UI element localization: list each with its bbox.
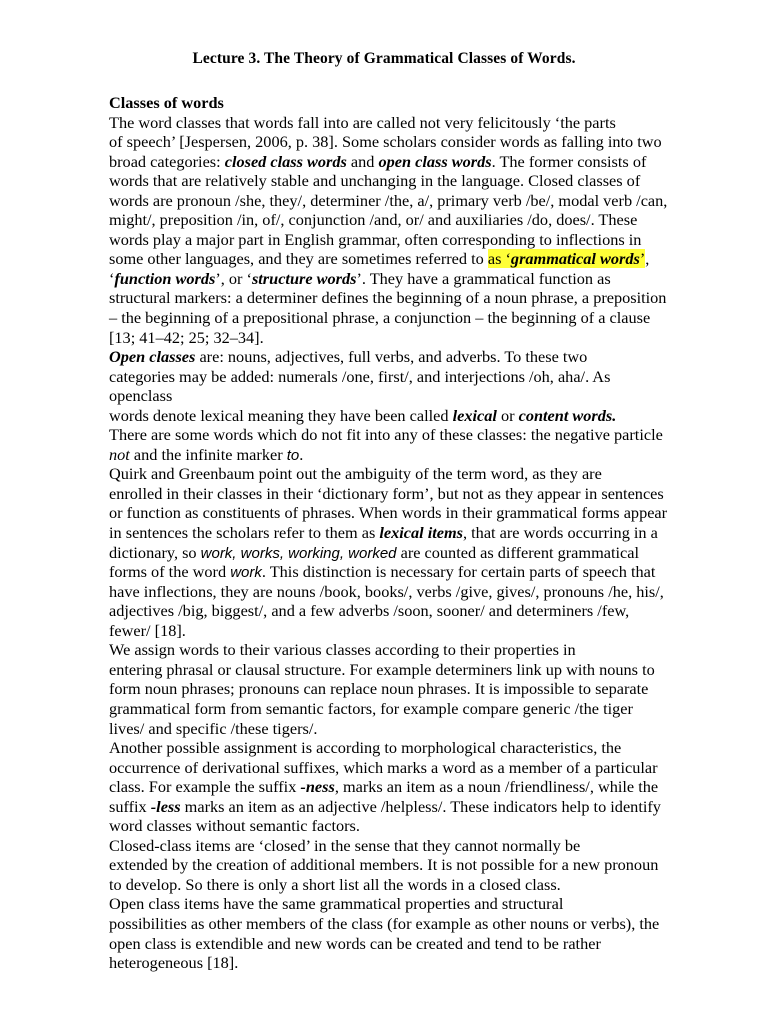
text-run: open class is extendible and new words can be created and tend to be rather: [109, 933, 601, 953]
text-line: [109, 797, 739, 817]
text-run: or: [496, 405, 519, 425]
text-line: [109, 621, 739, 641]
text-line: [109, 738, 739, 758]
emphasized-text: -ness: [300, 777, 335, 797]
text-run: possibilities as other members of the class (for example as other nouns or verbs), the: [109, 913, 660, 933]
text-line: [109, 914, 739, 934]
emphasized-text: lexical items: [379, 523, 464, 543]
text-run: suffix: [109, 796, 151, 816]
text-run: ’. They have a grammatical function as: [356, 268, 611, 288]
text-line: [109, 758, 739, 778]
text-run: , marks an item as a noun /friendliness/, while the: [334, 777, 659, 797]
text-line: [109, 367, 739, 387]
text-run: – the beginning of a prepositional phrase, a conjunction – the beginning of a clause: [109, 308, 651, 328]
text-run: form noun phrases; pronouns can replace noun phrases. It is impossible to separate: [109, 679, 649, 699]
text-line: [109, 288, 739, 308]
text-run: marks an item as an adjective /helpless/. These indicators help to identify: [180, 796, 661, 816]
text-run: are: nouns, adjectives, full verbs, and adverbs. To these two: [195, 347, 588, 367]
paragraph-lines: [109, 113, 739, 973]
emphasized-text: structure words: [251, 268, 357, 288]
text-run: enrolled in their classes in their ‘dictionary form’, but not as they appear in sentences: [109, 483, 664, 503]
emphasized-text: content words.: [518, 405, 617, 425]
text-run: heterogeneous [18].: [109, 953, 239, 973]
text-line: [109, 719, 739, 739]
text-line: [109, 269, 739, 289]
text-line: [109, 484, 739, 504]
text-line: [109, 152, 739, 172]
text-run: in sentences the scholars refer to them as: [109, 523, 380, 543]
text-line: [109, 894, 739, 914]
text-line: [109, 699, 739, 719]
text-line: [109, 445, 739, 465]
text-line: [109, 191, 739, 211]
text-line: [109, 171, 739, 191]
text-run: structural markers: a determiner defines the beginning of a noun phrase, a preposition: [109, 288, 667, 308]
text-line: [109, 523, 739, 543]
text-line: [109, 777, 739, 797]
text-run: or function as constituents of phrases. When words in their grammatical forms appear: [109, 503, 668, 523]
text-line: [109, 875, 739, 895]
emphasized-text: not: [109, 444, 130, 464]
text-run: broad categories:: [109, 151, 225, 171]
text-line: [109, 816, 739, 836]
text-line: [109, 503, 739, 523]
text-run: lives/ and specific /these tigers/.: [109, 718, 318, 738]
section-heading: Classes of words: [109, 93, 224, 112]
text-run: some other languages, and they are sometimes referred to: [109, 249, 488, 269]
text-run: and the infinite marker: [129, 444, 287, 464]
emphasized-text: open class words: [378, 151, 492, 171]
text-run: There are some words which do not fit into any of these classes: the negative particle: [109, 425, 663, 445]
text-run: Closed-class items are ‘closed’ in the sense that they cannot normally be: [109, 835, 581, 855]
text-run: categories may be added: numerals /one, first/, and interjections /oh, aha/. As: [109, 366, 611, 386]
text-line: [109, 210, 739, 230]
text-run: The word classes that words fall into are called not very felicitously ‘the parts: [109, 112, 616, 132]
emphasized-text: grammatical words: [510, 249, 640, 269]
text-run: ‘: [109, 268, 115, 288]
text-line: [109, 934, 739, 954]
emphasized-text: Open classes: [109, 347, 196, 367]
page-title: Lecture 3. The Theory of Grammatical Classes of Words.: [192, 50, 576, 67]
text-run: to develop. So there is only a short list all the words in a closed class.: [109, 874, 561, 894]
text-line: [109, 543, 739, 563]
text-run: .: [299, 444, 304, 464]
text-run: word classes without semantic factors.: [109, 816, 360, 836]
text-run: ’, or ‘: [215, 268, 252, 288]
text-run: forms of the word: [109, 562, 231, 582]
text-line: [109, 113, 739, 133]
text-line: [109, 562, 739, 582]
text-line: [109, 406, 739, 426]
text-run: ,: [645, 249, 650, 269]
text-run: fewer/ [18].: [109, 620, 186, 640]
emphasized-text: closed class words: [224, 151, 347, 171]
text-line: [109, 425, 739, 445]
text-line: [109, 249, 739, 269]
text-run: , that are words occurring in a: [463, 523, 658, 543]
text-run: extended by the creation of additional members. It is not possible for a new pronoun: [109, 855, 659, 875]
text-line: [109, 855, 739, 875]
text-run: entering phrasal or clausal structure. For example determiners link up with nouns to: [109, 659, 655, 679]
text-line: [109, 836, 739, 856]
text-line: [109, 328, 739, 348]
emphasized-text: -less: [150, 796, 181, 816]
text-line: [109, 132, 739, 152]
text-line: [109, 953, 739, 973]
text-run: are counted as different grammatical: [396, 542, 639, 562]
text-run: and: [346, 151, 379, 171]
text-line: [109, 464, 739, 484]
text-run: dictionary, so: [109, 542, 201, 562]
text-run: grammatical form from semantic factors, for example compare generic /the tiger: [109, 698, 633, 718]
text-run: words that are relatively stable and unchanging in the language. Closed classes of: [109, 171, 641, 191]
text-run: Another possible assignment is according to morphological characteristics, the: [109, 738, 622, 758]
emphasized-text: function words: [114, 268, 216, 288]
text-run: . The former consists of: [491, 151, 647, 171]
emphasized-text: lexical: [452, 405, 497, 425]
text-line: [109, 230, 739, 250]
text-run: Open class items have the same grammatical properties and structural: [109, 894, 564, 914]
text-run: adjectives /big, biggest/, and a few adverbs /soon, sooner/ and determiners /few,: [109, 601, 630, 621]
emphasized-text: as ‘: [487, 249, 511, 269]
text-run: of speech’ [Jespersen, 2006, p. 38]. Some scholars consider words as falling into two: [109, 132, 662, 152]
text-line: [109, 308, 739, 328]
emphasized-text: work, works, working, worked: [200, 544, 397, 562]
text-line: [109, 640, 739, 660]
text-run: We assign words to their various classes according to their properties in: [109, 640, 576, 660]
text-run: [13; 41–42; 25; 32–34].: [109, 327, 264, 347]
text-run: words play a major part in English grammar, often corresponding to inflections in: [109, 229, 642, 249]
text-run: words denote lexical meaning they have been called: [109, 405, 453, 425]
emphasized-text: work: [230, 564, 262, 582]
text-run: class. For example the suffix: [109, 777, 301, 797]
text-run: words are pronoun /she, they/, determiner /the, a/, primary verb /be/, modal verb /can,: [109, 190, 668, 210]
text-line: [109, 660, 739, 680]
emphasized-text: to: [286, 446, 300, 464]
text-line: [109, 347, 739, 367]
document-body: [109, 93, 739, 973]
text-line: [109, 582, 739, 602]
text-run: . This distinction is necessary for certain parts of speech that: [261, 562, 656, 582]
text-line: [109, 679, 739, 699]
text-run: occurrence of derivational suffixes, which marks a word as a member of a particular: [109, 757, 658, 777]
text-run: might/, preposition /in, of/, conjunction /and, or/ and auxiliaries /do, does/. These: [109, 210, 638, 230]
text-run: openclass: [109, 386, 173, 406]
text-line: [109, 386, 739, 406]
text-line: [109, 601, 739, 621]
emphasized-text: ’: [639, 249, 646, 269]
text-run: have inflections, they are nouns /book, books/, verbs /give, gives/, pronouns /he, his/,: [109, 581, 664, 601]
text-run: Quirk and Greenbaum point out the ambiguity of the term word, as they are: [109, 464, 602, 484]
